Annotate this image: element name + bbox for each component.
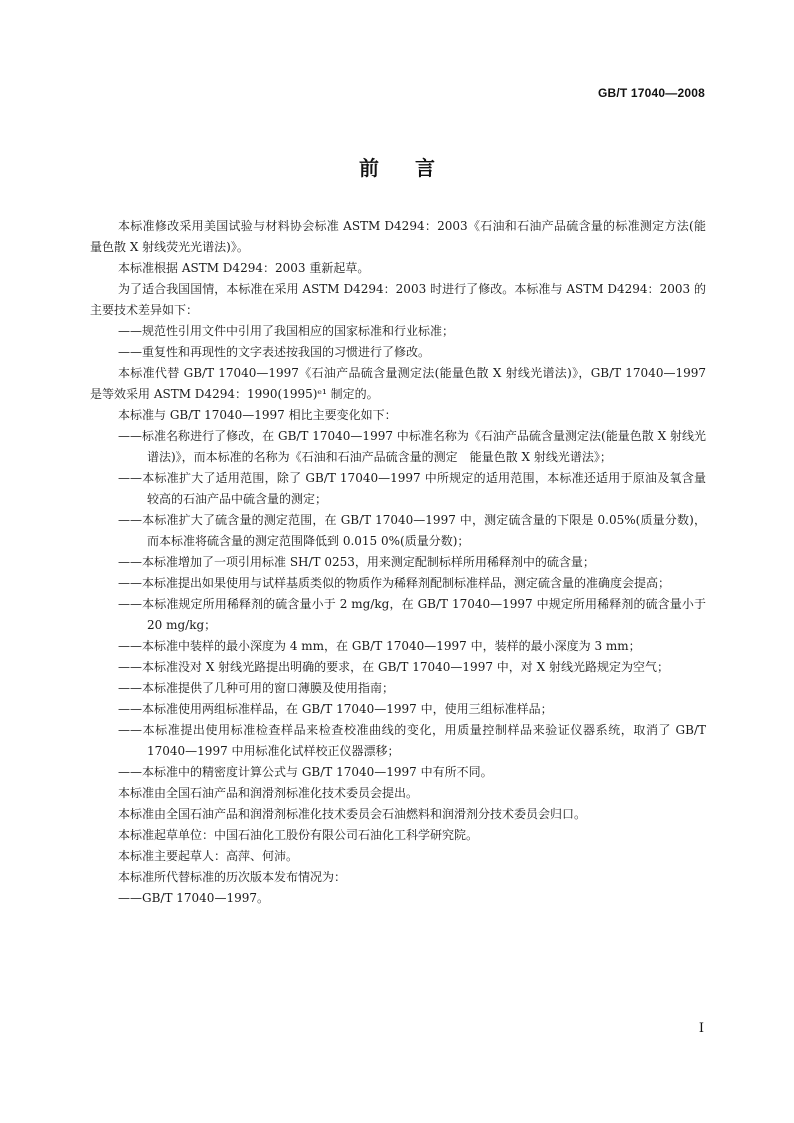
list-item: ——本标准中装样的最小深度为 4 mm，在 GB/T 17040—1997 中，装样的最小深度为 3 mm； xyxy=(118,639,641,653)
list-item: ——本标准使用两组标准样品，在 GB/T 17040—1997 中，使用三组标准样品； xyxy=(118,702,553,716)
list-item: ——本标准增加了一项引用标准 SH/T 0253，用来测定配制标样所用稀释剂中的硫含量； xyxy=(118,555,595,569)
list-item: ——本标准规定所用稀释剂的硫含量小于 2 mg/kg，在 GB/T 17040—1997 中规定所用稀释剂的硫含量小于 20 mg/kg； xyxy=(118,597,706,632)
list-item: ——重复性和再现性的文字表述按我国的习惯进行了修改。 xyxy=(118,345,431,359)
paragraph: 本标准主要起草人：高萍、何沛。 xyxy=(118,849,299,863)
paragraph: 本标准根据 ASTM D4294：2003 重新起草。 xyxy=(118,261,370,275)
page-number: I xyxy=(698,1021,704,1036)
list-item: ——本标准提出使用标准检查样品来检查校准曲线的变化，用质量控制样品来验证仪器系统，取消了 GB/T 17040—1997 中用标准化试样校正仪器漂移； xyxy=(118,723,706,758)
list-item: ——本标准扩大了适用范围，除了 GB/T 17040—1997 中所规定的适用范围，本标准还适用于原油及氧含量较高的石油产品中硫含量的测定； xyxy=(118,471,706,506)
paragraph: 本标准修改采用美国试验与材料协会标准 ASTM D4294：2003《石油和石油产品硫含量的标准测定方法(能量色散 X 射线荧光光谱法)》。 xyxy=(90,219,706,254)
paragraph: 本标准与 GB/T 17040—1997 相比主要变化如下： xyxy=(118,408,397,422)
list-item: ——本标准中的精密度计算公式与 GB/T 17040—1997 中有所不同。 xyxy=(118,765,493,779)
list-item: ——本标准没对 X 射线光路提出明确的要求，在 GB/T 17040—1997 中，对 X 射线光路规定为空气； xyxy=(118,660,669,674)
paragraph: 本标准起草单位：中国石油化工股份有限公司石油化工科学研究院。 xyxy=(118,828,479,842)
paragraph: 本标准由全国石油产品和润滑剂标准化技术委员会提出。 xyxy=(118,786,419,800)
paragraph: 本标准所代替标准的历次版本发布情况为： xyxy=(118,870,347,884)
standard-code-header: GB/T 17040—2008 xyxy=(597,86,705,100)
list-item: ——本标准提供了几种可用的窗口薄膜及使用指南； xyxy=(118,681,395,695)
list-item: ——本标准提出如果使用与试样基质类似的物质作为稀释剂配制标准样品，测定硫含量的准确度会提高； xyxy=(118,576,671,590)
list-item: ——规范性引用文件中引用了我国相应的国家标准和行业标准； xyxy=(118,324,455,338)
page-title: 前言 xyxy=(359,156,471,180)
foreword-body xyxy=(90,216,706,909)
list-item: ——本标准扩大了硫含量的测定范围，在 GB/T 17040—1997 中，测定硫含量的下限是 0.05%(质量分数)，而本标准将硫含量的测定范围降低到 0.015 0%(质量分数)； xyxy=(118,513,706,548)
list-item: ——标准名称进行了修改，在 GB/T 17040—1997 中标准名称为《石油产品硫含量测定法(能量色散 X 射线光谱法)》，而本标准的名称为《石油和石油产品硫含量的测定 能量色散 X 射线光谱法》； xyxy=(118,429,706,464)
paragraph: 为了适合我国国情，本标准在采用 ASTM D4294：2003 时进行了修改。本标准与 ASTM D4294：2003 的主要技术差异如下： xyxy=(90,282,706,317)
paragraph: 本标准代替 GB/T 17040—1997《石油产品硫含量测定法(能量色散 X 射线光谱法)》，GB/T 17040—1997 是等效采用 ASTM D4294：1990(1995)ᵉ¹ 制定的。 xyxy=(90,366,706,401)
list-item: ——GB/T 17040—1997。 xyxy=(118,891,269,905)
paragraph: 本标准由全国石油产品和润滑剂标准化技术委员会石油燃料和润滑剂分技术委员会归口。 xyxy=(118,807,587,821)
